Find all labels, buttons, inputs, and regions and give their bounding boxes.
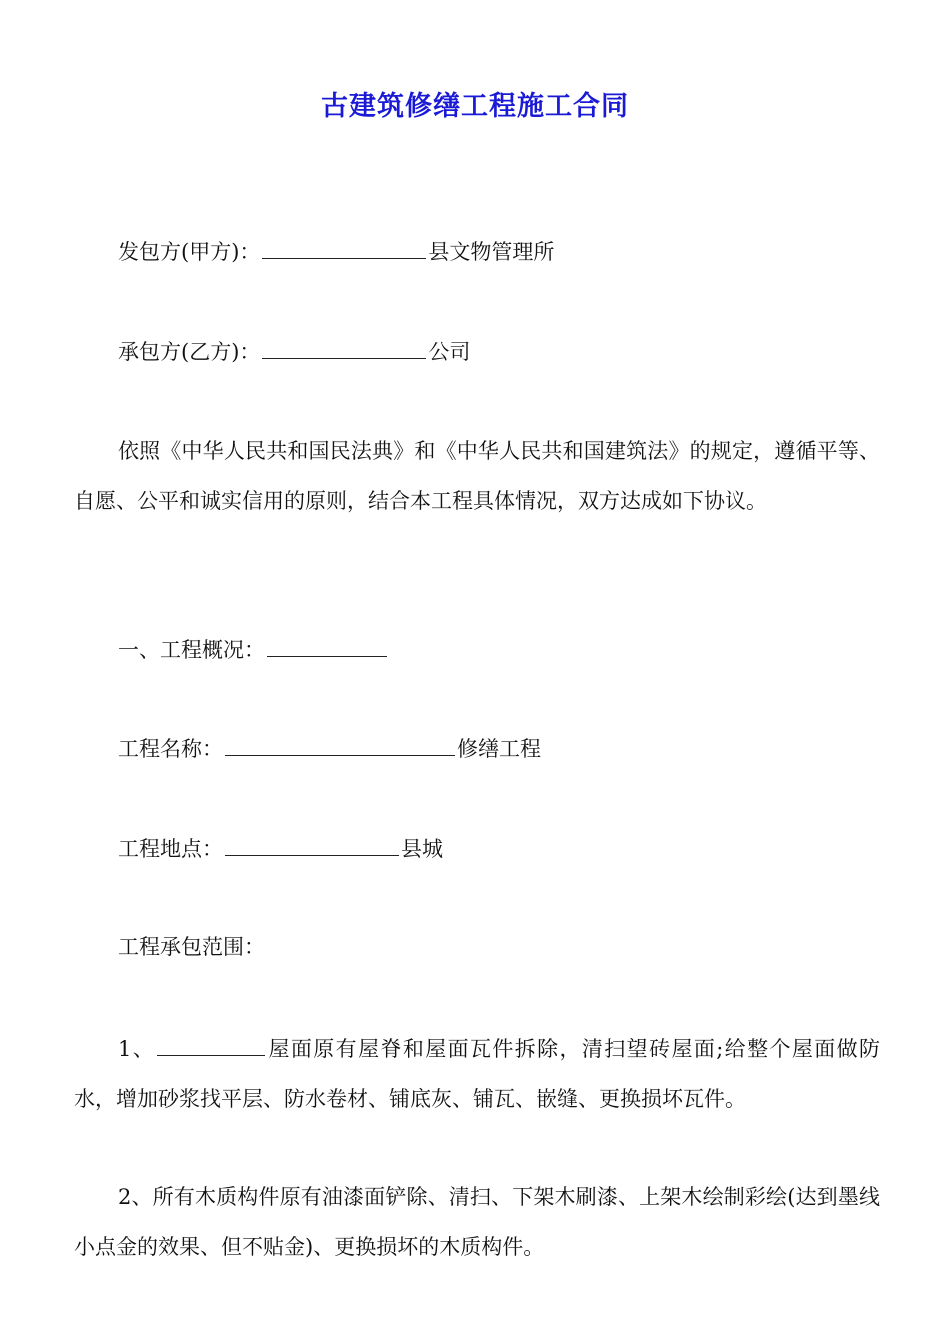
project-name-line	[118, 733, 541, 764]
project-location-label: 工程地点：	[118, 837, 223, 861]
project-location-value: 县城	[401, 837, 443, 861]
scope-item-2: 2、所有木质构件原有油漆面铲除、清扫、下架木刷漆、上架木绘制彩绘(达到墨线小点金的效果、但不贴金)、更换损坏的木质构件。	[74, 1185, 880, 1259]
section-1-line	[118, 634, 389, 665]
scope-item-1-text: 屋面原有屋脊和屋面瓦件拆除，清扫望砖屋面;给整个屋面做防水，增加砂浆找平层、防水卷材、铺底灰、铺瓦、嵌缝、更换损坏瓦件。	[74, 1037, 880, 1111]
party-b-label: 承包方(乙方)：	[118, 340, 261, 364]
party-b-value: 公司	[428, 340, 471, 364]
scope-item-1-prefix: 1、	[118, 1037, 156, 1061]
party-a-label: 发包方(甲方)：	[118, 240, 261, 264]
party-a-blank	[262, 236, 426, 259]
scope-item-1	[74, 1024, 880, 1124]
project-location-line	[118, 833, 443, 864]
party-a-line	[118, 236, 554, 267]
section-1-label: 一、工程概况：	[118, 638, 265, 662]
project-name-blank	[225, 733, 455, 756]
document-title: 古建筑修缮工程施工合同	[321, 91, 629, 122]
section-1-blank	[267, 634, 387, 657]
scope-heading: 工程承包范围：	[118, 935, 265, 959]
project-name-value: 修缮工程	[457, 737, 541, 761]
party-b-blank	[262, 336, 426, 359]
party-a-value: 县文物管理所	[428, 240, 555, 264]
project-name-label: 工程名称：	[118, 737, 223, 761]
party-b-line	[118, 336, 470, 367]
intro-paragraph: 依照《中华人民共和国民法典》和《中华人民共和国建筑法》的规定，遵循平等、自愿、公平和诚实信用的原则，结合本工程具体情况，双方达成如下协议。	[74, 439, 880, 513]
scope-item-1-blank	[157, 1033, 265, 1056]
project-location-blank	[225, 833, 399, 856]
